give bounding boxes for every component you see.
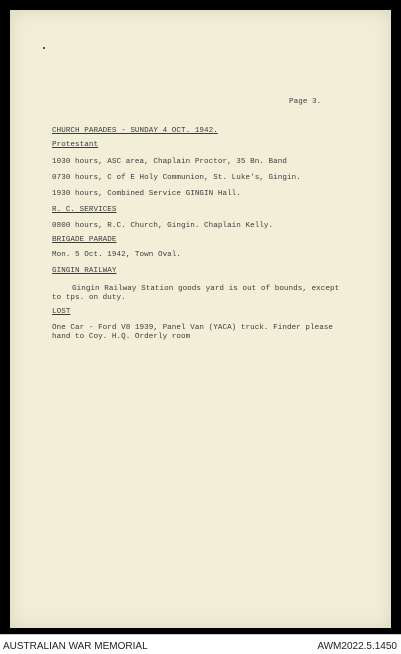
heading-protestant: Protestant (52, 141, 99, 149)
heading-lost: LOST (52, 308, 71, 316)
protestant-line: 0730 hours, C of E Holy Communion, St. Luke's, Gingin. (52, 174, 301, 182)
heading-church-parades: CHURCH PARADES - SUNDAY 4 OCT. 1942. (52, 127, 218, 135)
document-page (10, 10, 391, 628)
heading-rc-services: R. C. SERVICES (52, 206, 117, 214)
item-id: AWM2022.5.1450 (317, 641, 397, 652)
heading-gingin-railway: GINGIN RAILWAY (52, 267, 117, 275)
ink-mark (43, 47, 45, 49)
heading-brigade-parade: BRIGADE PARADE (52, 236, 117, 244)
institution-label: AUSTRALIAN WAR MEMORIAL (3, 641, 148, 652)
page-number: Page 3. (289, 98, 322, 106)
brigade-line: Mon. 5 Oct. 1942, Town Oval. (52, 251, 181, 259)
rc-line: 0800 hours, R.C. Church, Gingin. Chaplain Kelly. (52, 222, 274, 230)
protestant-line: 1030 hours, ASC area, Chaplain Proctor, 35 Bn. Band (52, 158, 287, 166)
footer-bar (0, 634, 401, 654)
lost-line: One Car - Ford V8 1939, Panel Van (YACA) truck. Finder please (52, 324, 334, 332)
lost-line: hand to Coy. H.Q. Orderly room (52, 333, 191, 341)
railway-line: Gingin Railway Station goods yard is out of bounds, except (72, 285, 340, 293)
protestant-line: 1930 hours, Combined Service GINGIN Hall. (52, 190, 241, 198)
railway-line: to tps. on duty. (52, 294, 126, 302)
